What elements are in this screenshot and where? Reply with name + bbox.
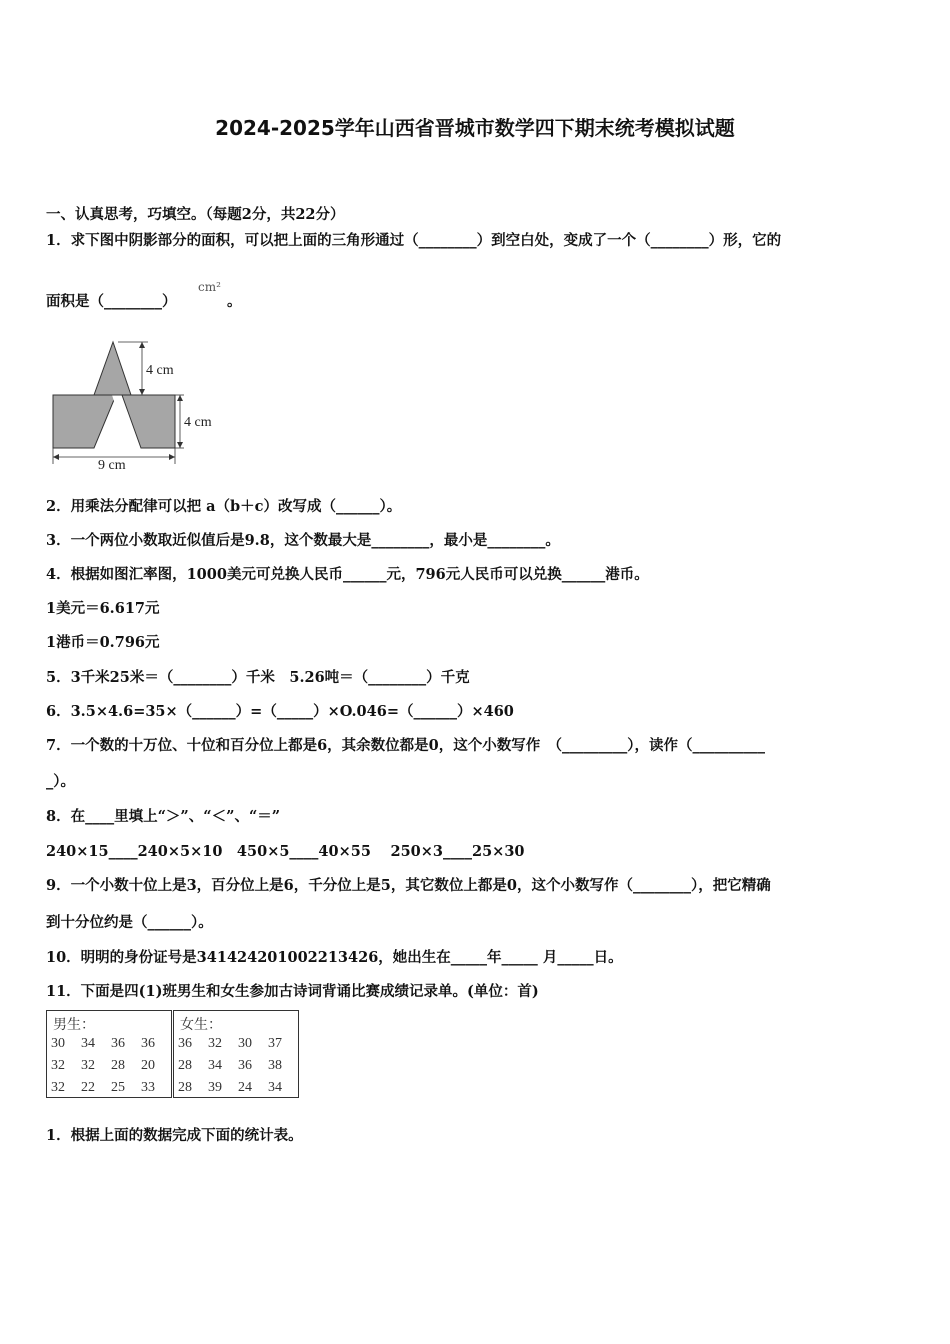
table-cell: 28 (178, 1080, 192, 1095)
boys-label: 男生： (53, 1017, 95, 1033)
question-8: 8．在____里填上“＞”、“＜”、“＝” (46, 808, 281, 825)
label-triangle-height: 4 cm (146, 363, 174, 378)
table-cell: 32 (51, 1058, 65, 1073)
table-cell: 28 (178, 1058, 192, 1073)
table-cell: 30 (238, 1036, 252, 1051)
table-cell: 37 (268, 1036, 282, 1051)
question-11: 11．下面是四(1)班男生和女生参加古诗词背诵比赛成绩记录单。(单位：首) (46, 983, 539, 1000)
table-row (178, 1080, 298, 1096)
table-cell: 28 (111, 1058, 125, 1073)
question-8-items: 240×15____240×5×10 450×5____40×55 250×3____25×30 (46, 843, 525, 860)
question-5: 5．3千米25米＝（________）千米 5.26吨＝（________）千克 (46, 669, 470, 686)
question-4: 4．根据如图汇率图，1000美元可兑换人民币______元，796元人民币可以兑换______港币。 (46, 566, 649, 583)
question-1-line-2: 面积是（________） (46, 293, 177, 310)
question-9-line-1: 9．一个小数十位上是3，百分位上是6，千分位上是5，其它数位上都是0，这个小数写作（________），把它精确 (46, 877, 771, 894)
table-cell: 34 (208, 1058, 222, 1073)
table-row (51, 1058, 171, 1074)
boys-scores (46, 1010, 172, 1098)
shape-figure (46, 336, 226, 475)
table-cell: 36 (141, 1036, 155, 1051)
question-9-line-2: 到十分位约是（______）。 (46, 914, 213, 931)
table-cell: 32 (51, 1080, 65, 1095)
table-cell: 34 (81, 1036, 95, 1051)
table-cell: 38 (268, 1058, 282, 1073)
question-7-line-1: 7．一个数的十万位、十位和百分位上都是6，其余数位都是0，这个小数写作 （_________），读作（__________ (46, 737, 766, 754)
table-row (51, 1080, 171, 1096)
table-cell: 36 (238, 1058, 252, 1073)
table-row (178, 1036, 298, 1052)
table-cell: 39 (208, 1080, 222, 1095)
table-cell: 34 (268, 1080, 282, 1095)
table-row (51, 1036, 171, 1052)
table-cell: 32 (81, 1058, 95, 1073)
table-cell: 24 (238, 1080, 252, 1095)
question-6: 6．3.5×4.6=35×（______）=（_____）×O.046=（______）×460 (46, 703, 514, 720)
table-cell: 33 (141, 1080, 155, 1095)
question-7-line-2: _）。 (46, 773, 75, 790)
exchange-rate-hkd: 1港币＝0.796元 (46, 634, 160, 651)
question-3: 3．一个两位小数取近似值后是9.8，这个数最大是________，最小是________。 (46, 532, 560, 549)
page-title: 2024-2025学年山西省晋城市数学四下期末统考模拟试题 (215, 116, 735, 140)
question-11-sub-1: 1．根据上面的数据完成下面的统计表。 (46, 1127, 303, 1144)
section-heading: 一、认真思考，巧填空。（每题2分，共22分） (46, 206, 345, 223)
table-cell: 25 (111, 1080, 125, 1095)
girls-scores (173, 1010, 299, 1098)
question-1-line-1: 1．求下图中阴影部分的面积，可以把上面的三角形通过（________）到空白处，变成了一个（________）形，它的 (46, 232, 782, 249)
label-rect-height: 4 cm (184, 415, 212, 430)
table-cell: 30 (51, 1036, 65, 1051)
table-cell: 22 (81, 1080, 95, 1095)
question-2: 2．用乘法分配律可以把 a（b＋c）改写成（______）。 (46, 498, 402, 515)
label-width: 9 cm (98, 458, 126, 471)
shaded-shape-diagram (46, 336, 226, 471)
question-1-end: 。 (227, 293, 242, 310)
table-cell: 36 (178, 1036, 192, 1051)
table-row (178, 1058, 298, 1074)
table-cell: 36 (111, 1036, 125, 1051)
girls-label: 女生： (180, 1017, 222, 1033)
unit-cm2: cm² (198, 280, 221, 294)
question-10: 10．明明的身份证号是341424201002213426，她出生在_____年_____ 月_____日。 (46, 949, 623, 966)
exchange-rate-usd: 1美元＝6.617元 (46, 600, 160, 617)
table-cell: 20 (141, 1058, 155, 1073)
table-cell: 32 (208, 1036, 222, 1051)
